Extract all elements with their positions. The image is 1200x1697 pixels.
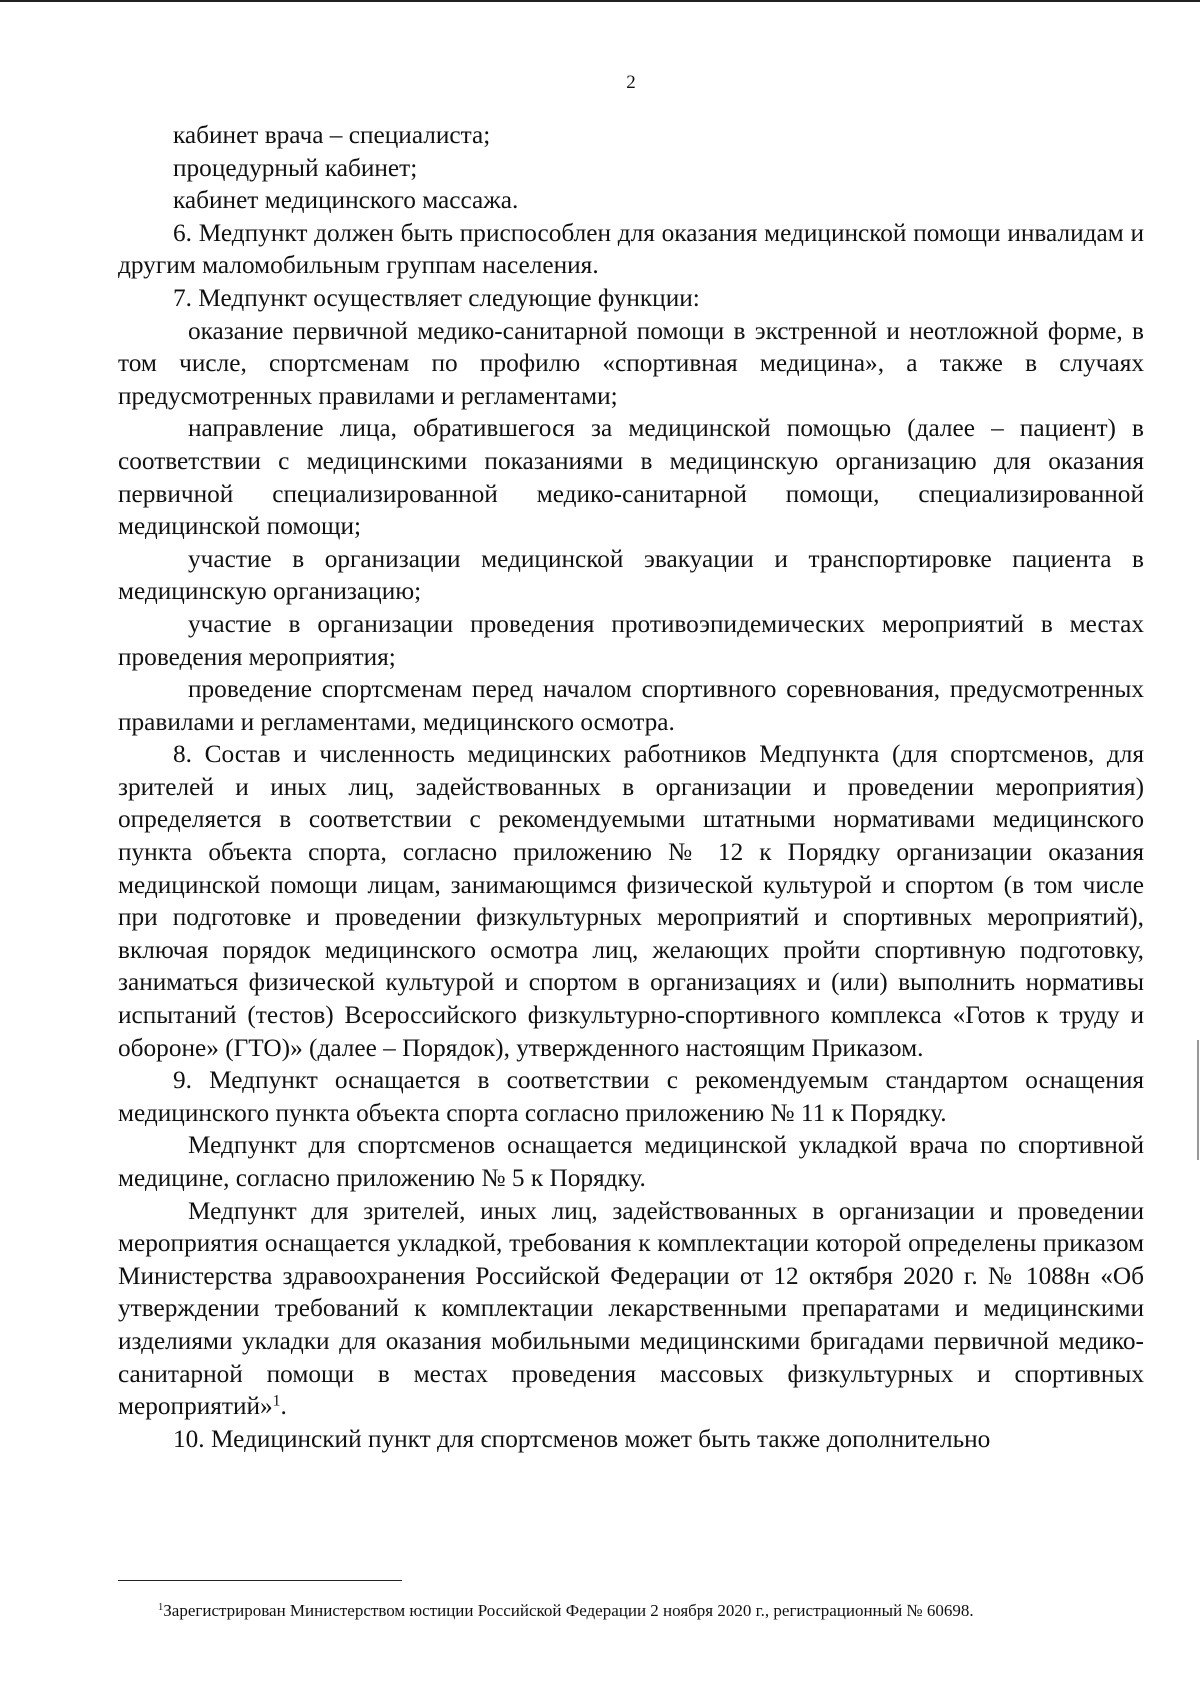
- scan-right-edge: [1197, 1040, 1199, 1160]
- footnote-marker: 1: [158, 1602, 164, 1614]
- paragraph-7-intro: 7. Медпункт осуществляет следующие функции:: [173, 283, 700, 312]
- document-body: [118, 119, 1144, 1455]
- premises-list: [118, 119, 1144, 217]
- page-number: 2: [626, 72, 636, 93]
- footnote-separator: [118, 1580, 402, 1581]
- paragraph-9-spectators-text: Медпункт для зрителей, иных лиц, задействованных в организации и проведении мероприятия оснащается укладкой, требования к комплектации которой определены приказом Министерства здравоохранения Российской Федерации от 12 октября 2020 г. № 1088н «Об утверждении требований к комплектации лекарственными препаратами и медицинскими изделиями укладки для оказания мобильными медицинскими бригадами первичной медико-санитарной помощи в местах проведения массовых физкультурных и спортивных мероприятий»: [118, 1196, 1144, 1421]
- function-item: участие в организации медицинской эвакуации и транспортировке пациента в медицинскую организацию;: [118, 544, 1144, 606]
- list-item: процедурный кабинет;: [173, 153, 418, 182]
- function-item: оказание первичной медико-санитарной помощи в экстренной и неотложной форме, в том числе, спортсменам по профилю «спортивная медицина», а также в случаях предусмотренных правилами и регламентами;: [118, 316, 1144, 410]
- paragraph-6: 6. Медпункт должен быть приспособлен для оказания медицинской помощи инвалидам и другим маломобильным группам населения.: [118, 218, 1144, 280]
- footnote: [158, 1600, 1158, 1622]
- footnote-text: Зарегистрирован Министерством юстиции Российской Федерации 2 ноября 2020 г., регистрационный № 60698.: [163, 1601, 974, 1620]
- paragraph-9-spectators-end: .: [280, 1392, 287, 1421]
- paragraph-10: 10. Медицинский пункт для спортсменов может быть также дополнительно: [173, 1424, 991, 1453]
- paragraph-9-spectators: [118, 1195, 1144, 1423]
- paragraph-9: 9. Медпункт оснащается в соответствии с рекомендуемым стандартом оснащения медицинского пункта объекта спорта согласно приложению № 11 к Порядку.: [118, 1066, 1144, 1127]
- function-item: проведение спортсменам перед началом спортивного соревнования, предусмотренных правилами и регламентами, медицинского осмотра.: [118, 675, 1144, 736]
- function-item: участие в организации проведения противоэпидемических мероприятий в местах проведения мероприятия;: [118, 609, 1144, 671]
- function-item: направление лица, обратившегося за медицинской помощью (далее – пациент) в соответствии с медицинскими показаниями в медицинскую организацию для оказания первичной специализированной медико-санитарной помощи, специализированной медицинской помощи;: [118, 414, 1144, 541]
- footnote-reference: 1: [272, 1392, 281, 1410]
- paragraph-9-athletes: Медпункт для спортсменов оснащается медицинской укладкой врача по спортивной медицине, согласно приложению № 5 к Порядку.: [118, 1131, 1144, 1192]
- list-item: кабинет медицинского массажа.: [173, 186, 519, 215]
- paragraph-8: 8. Состав и численность медицинских работников Медпункта (для спортсменов, для зрителей и иных лиц, задействованных в организации и проведении мероприятия) определяется в соответствии с рекомендуемыми штатными нормативами медицинского пункта объекта спорта, согласно приложению № 12 к Порядку организации оказания медицинской помощи лицам, занимающимся физической культурой и спортом (в том числе при подготовке и проведении физкультурных мероприятий и спортивных мероприятий), включая порядок медицинского осмотра лиц, желающих пройти спортивную подготовку, заниматься физической культурой и спортом в организациях и (или) выполнить нормативы испытаний (тестов) Всероссийского физкультурно-спортивного комплекса «Готов к труду и обороне» (ГТО)» (далее – Порядок), утвержденного настоящим Приказом.: [118, 740, 1144, 1062]
- list-item: кабинет врача – специалиста;: [173, 121, 491, 149]
- scan-top-edge: [0, 0, 1200, 2]
